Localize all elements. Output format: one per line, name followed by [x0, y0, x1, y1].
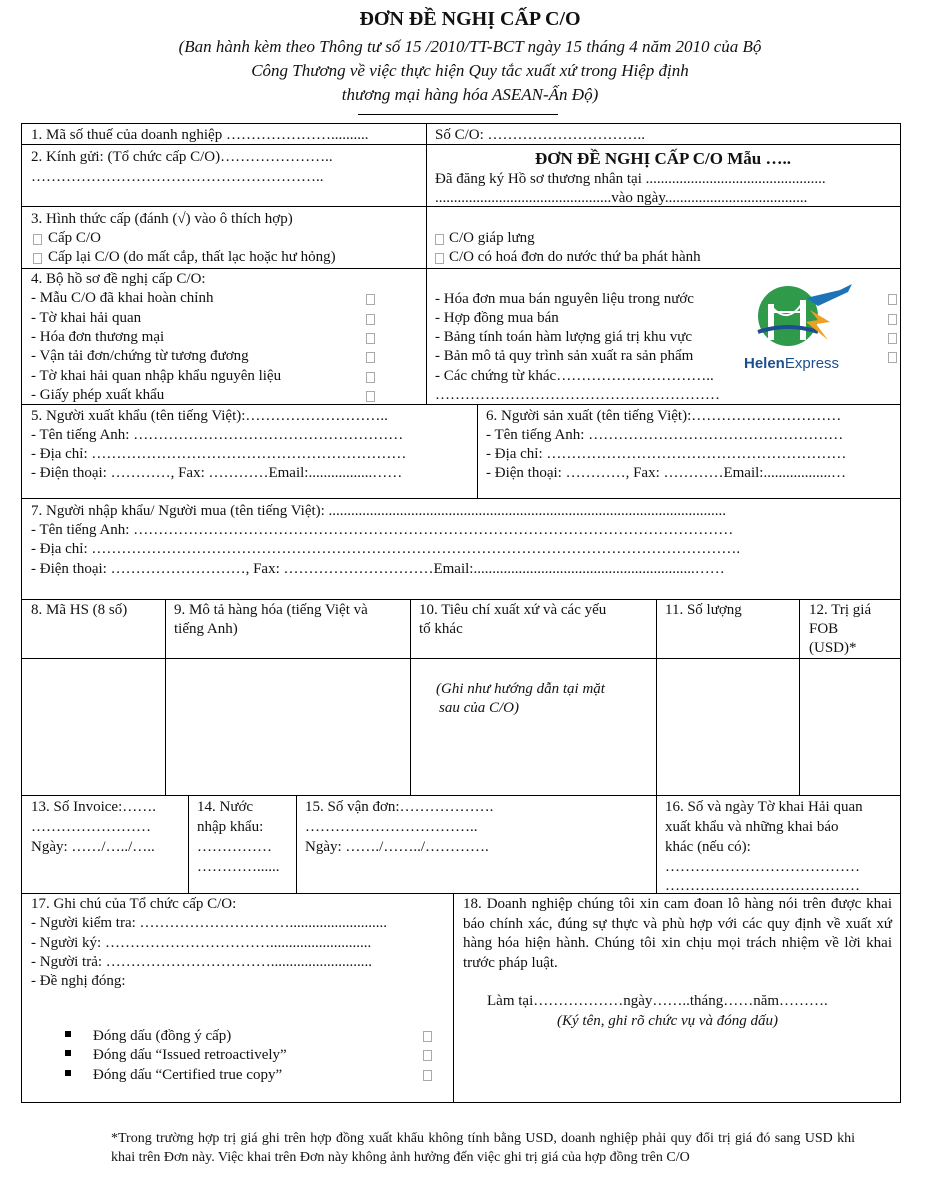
customs-declaration-field[interactable]: …………………………………: [665, 878, 860, 894]
recipient-field[interactable]: 2. Kính gửi: (Tổ chức cấp C/O)…………………..: [31, 149, 333, 165]
checkbox[interactable]: [366, 294, 375, 305]
stamp-option: Đóng dấu “Issued retroactively”: [93, 1047, 287, 1063]
producer-address[interactable]: - Địa chỉ: ……………………………………………………: [486, 446, 847, 462]
checkbox[interactable]: [423, 1070, 432, 1081]
dossier-item: - Hóa đơn mua bán nguyên liệu trong nước: [435, 291, 694, 307]
signature-note: (Ký tên, ghi rõ chức vụ và đóng dấu): [557, 1013, 779, 1029]
subtitle-line: thương mại hàng hóa ASEAN-Ấn Độ): [341, 85, 599, 104]
checkbox[interactable]: [423, 1050, 432, 1061]
issue-type-label: 3. Hình thức cấp (đánh (√) vào ô thích hợp): [31, 211, 293, 227]
checkbox[interactable]: [888, 294, 897, 305]
checkbox[interactable]: [33, 234, 42, 245]
col-description: tiếng Anh): [174, 621, 238, 637]
subtitle-line: Công Thương về việc thực hiện Quy tắc xuất xứ trong Hiệp định: [251, 61, 689, 80]
exporter-name-vi[interactable]: 5. Người xuất khẩu (tên tiếng Việt):………………………..: [31, 408, 388, 424]
invoice-date[interactable]: Ngày: ……/…../…..: [31, 839, 155, 855]
dossier-label: 4. Bộ hồ sơ đề nghị cấp C/O:: [31, 271, 206, 287]
checkbox[interactable]: [366, 391, 375, 402]
checkbox[interactable]: [366, 314, 375, 325]
title-underline: [358, 114, 558, 115]
col-fob-value: FOB: [809, 621, 839, 637]
import-country: nhập khẩu:: [197, 819, 264, 835]
checkbox[interactable]: [888, 333, 897, 344]
option-label: Cấp C/O: [48, 230, 101, 246]
origin-note: (Ghi như hướng dẫn tại mặt: [436, 681, 605, 697]
exporter-address[interactable]: - Địa chỉ: ………………………………………………………: [31, 446, 407, 462]
customs-declaration-field[interactable]: …………………………………: [665, 859, 860, 875]
checkbox[interactable]: [435, 234, 444, 245]
form-title: ĐƠN ĐỀ NGHỊ CẤP C/O Mẫu …..: [535, 149, 791, 168]
signing-place-date[interactable]: Làm tại………………ngày……..tháng……năm……….: [487, 993, 828, 1009]
checkbox[interactable]: [366, 372, 375, 383]
col-fob-value: (USD)*: [809, 640, 857, 656]
application-form: [21, 123, 901, 1103]
exporter-name-en[interactable]: - Tên tiếng Anh: ………………………………………………: [31, 427, 404, 443]
signer-field[interactable]: - Người ký: ……………………………...........................: [31, 935, 372, 951]
stamp-request-label: - Đề nghị đóng:: [31, 973, 126, 989]
co-number-field[interactable]: Số C/O: …………………………..: [435, 127, 646, 143]
returner-field[interactable]: - Người trả: ……………………………...........................: [31, 954, 373, 970]
invoice-field[interactable]: ……………………: [31, 819, 151, 835]
recipient-dots[interactable]: …………………………………………………..: [31, 169, 324, 185]
subtitle-line: (Ban hành kèm theo Thông tư số 15 /2010/TT-BCT ngày 15 tháng 4 năm 2010 của Bộ: [178, 37, 762, 56]
col-description: 9. Mô tả hàng hóa (tiếng Việt và: [174, 602, 368, 618]
option-label: Cấp lại C/O (do mất cắp, thất lạc hoặc hư hỏng): [48, 249, 336, 265]
dossier-item: - Hóa đơn thương mại: [31, 329, 165, 345]
dossier-item: - Mẫu C/O đã khai hoàn chỉnh: [31, 290, 214, 306]
checkbox[interactable]: [366, 352, 375, 363]
import-country-field[interactable]: …………......: [197, 859, 280, 875]
helen-express-logo: [744, 282, 884, 378]
dossier-item: - Bản mô tả quy trình sản xuất ra sản phẩm: [435, 348, 694, 364]
importer-contact[interactable]: - Điện thoại: ………………………, Fax: …………………………Email:...........................................................……: [31, 561, 725, 577]
checkbox[interactable]: [33, 253, 42, 264]
registered-line[interactable]: Đã đăng ký Hồ sơ thương nhân tại ................................................: [435, 171, 826, 187]
origin-note: sau của C/O): [439, 700, 519, 716]
col-origin-criteria: 10. Tiêu chí xuất xứ và các yếu: [419, 602, 607, 618]
col-fob-value: 12. Trị giá: [809, 602, 872, 618]
dossier-item: - Giấy phép xuất khẩu: [31, 387, 165, 403]
page-title: ĐƠN ĐỀ NGHỊ CẤP C/O: [359, 8, 581, 30]
bullet-icon: [65, 1050, 71, 1056]
customs-declaration: khác (nếu có):: [665, 839, 751, 855]
stamp-option: Đóng dấu “Certified true copy”: [93, 1067, 283, 1083]
customs-declaration: xuất khẩu và những khai báo: [665, 819, 839, 835]
checkbox[interactable]: [888, 352, 897, 363]
dossier-item: - Tờ khai hải quan: [31, 310, 142, 326]
producer-name-vi[interactable]: 6. Người sản xuất (tên tiếng Việt):…………………………: [486, 408, 842, 424]
producer-contact[interactable]: - Điện thoại: …………, Fax: …………Email:..................…: [486, 465, 846, 481]
footnote: *Trong trường hợp trị giá ghi trên hợp đồng xuất khẩu không tính bằng USD, doanh nghiệp phải quy đổi trị giá đó sang USD khi khai trên Đơn này. Việc khai trên Đơn này không ảnh hưởng đến việc ghi trị giá của hợp đồng trên C/O: [111, 1131, 855, 1165]
importer-name-en[interactable]: - Tên tiếng Anh: …………………………………………………………………………………………………………: [31, 522, 734, 538]
checkbox[interactable]: [423, 1031, 432, 1042]
dossier-item: - Bảng tính toán hàm lượng giá trị khu vực: [435, 329, 693, 345]
exporter-contact[interactable]: - Điện thoại: …………, Fax: …………Email:.................……: [31, 465, 403, 481]
checkbox[interactable]: [366, 333, 375, 344]
declaration-text: 18. Doanh nghiệp chúng tôi xin cam đoan lô hàng nói trên được khai báo chính xác, đúng sự thực và phù hợp với các quy định về xuất xứ hàng hóa hiện hành. Chúng tôi xin chịu mọi trách nhiệm về lời khai trước pháp luật.: [463, 896, 892, 971]
logo-text: Helen: [744, 355, 785, 372]
bill-of-lading[interactable]: ……………………………..: [305, 819, 478, 835]
customs-declaration: 16. Số và ngày Tờ khai Hải quan: [665, 799, 863, 815]
checkbox[interactable]: [888, 314, 897, 325]
importer-address[interactable]: - Địa chỉ: ………………………………………………………………………………………………………………….: [31, 541, 741, 557]
dossier-item: - Hợp đồng mua bán: [435, 310, 559, 326]
option-label: C/O có hoá đơn do nước thứ ba phát hành: [449, 249, 701, 265]
dossier-item: - Vận tải đơn/chứng từ tương đương: [31, 348, 249, 364]
import-country: 14. Nước: [197, 799, 254, 815]
invoice-field[interactable]: 13. Số Invoice:…….: [31, 799, 156, 815]
issuer-notes-label: 17. Ghi chú của Tổ chức cấp C/O:: [31, 896, 237, 912]
dossier-other-dots[interactable]: …………………………………………………: [435, 387, 720, 403]
checkbox[interactable]: [435, 253, 444, 264]
col-hs-code: 8. Mã HS (8 số): [31, 602, 128, 618]
tax-code-field[interactable]: 1. Mã số thuế của doanh nghiệp …………………..........: [31, 127, 369, 143]
dossier-item: - Tờ khai hải quan nhập khẩu nguyên liệu: [31, 368, 282, 384]
inspector-field[interactable]: - Người kiểm tra: …………………………..........................: [31, 915, 388, 931]
stamp-option: Đóng dấu (đồng ý cấp): [93, 1028, 232, 1044]
bill-of-lading[interactable]: 15. Số vận đơn:……………….: [305, 799, 494, 815]
import-country-field[interactable]: ……………: [197, 839, 272, 855]
bullet-icon: [65, 1070, 71, 1076]
col-origin-criteria: tố khác: [419, 621, 463, 637]
bill-of-lading-date[interactable]: Ngày: ……./……../………….: [305, 839, 489, 855]
dossier-item: - Các chứng từ khác…………………………..: [435, 368, 714, 384]
producer-name-en[interactable]: - Tên tiếng Anh: ……………………………………………: [486, 427, 844, 443]
option-label: C/O giáp lưng: [449, 230, 535, 246]
bullet-icon: [65, 1031, 71, 1037]
importer-name-vi[interactable]: 7. Người nhập khẩu/ Người mua (tên tiếng Việt): ..........................................................................................................: [31, 503, 727, 519]
logo-text: Express: [784, 355, 840, 372]
registered-line[interactable]: ...............................................vào ngày......................................: [435, 190, 808, 206]
col-quantity: 11. Số lượng: [665, 602, 742, 618]
